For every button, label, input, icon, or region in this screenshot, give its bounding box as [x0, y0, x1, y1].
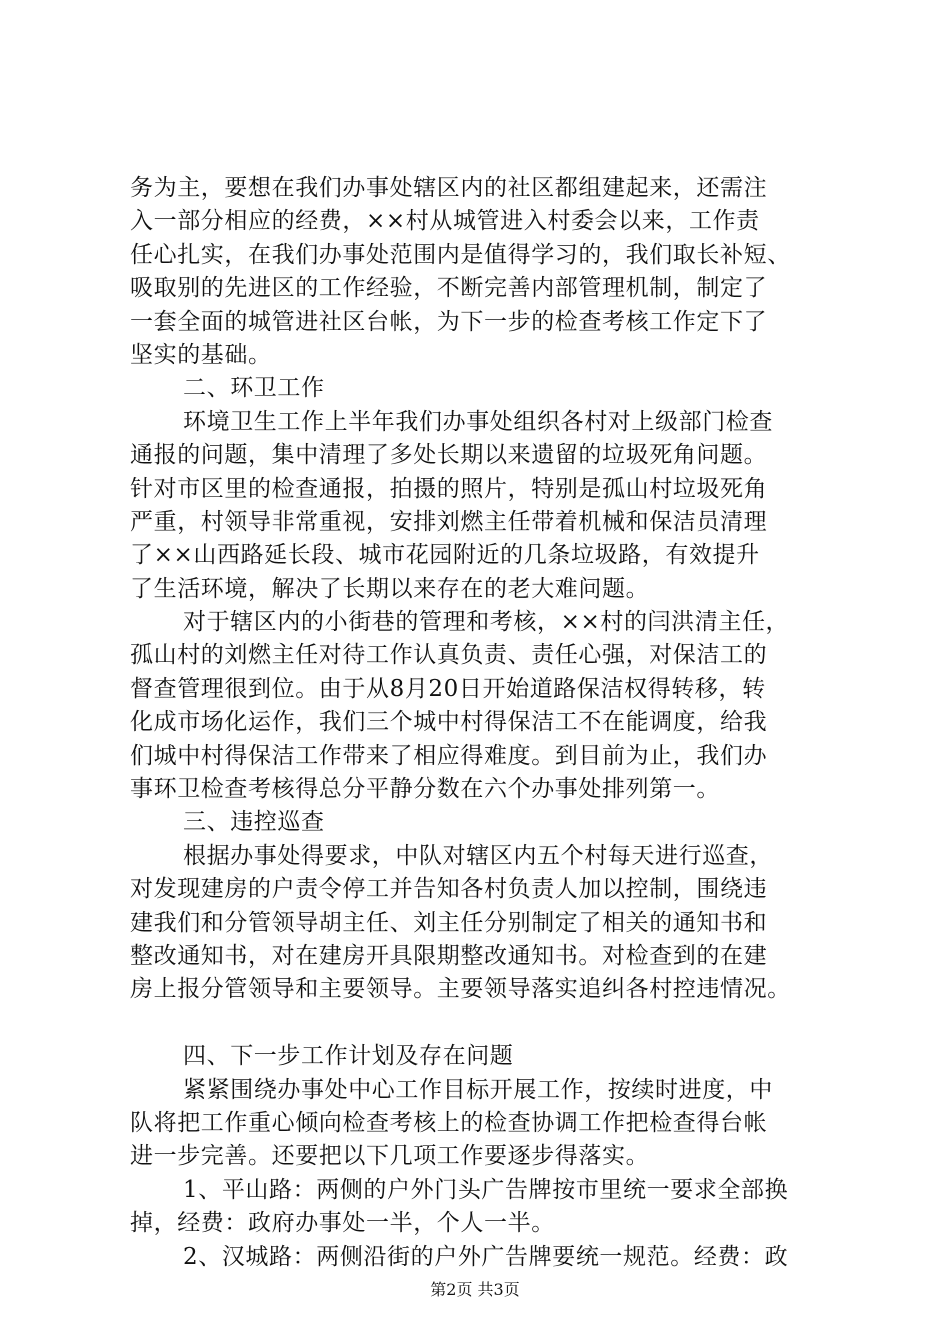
text-line: 建我们和分管领导胡主任、刘主任分别制定了相关的通知书和: [130, 909, 768, 936]
text-line: 化成市场化运作，我们三个城中村得保洁工不在能调度，给我: [130, 709, 768, 736]
text-line: 了生活环境，解决了长期以来存在的老大难问题。: [130, 575, 650, 602]
document-body: [130, 172, 850, 1274]
text-line: 针对市区里的检查通报，拍摄的照片，特别是孤山村垃圾死角: [130, 475, 768, 502]
text-line: 通报的问题，集中清理了多处长期以来遗留的垃圾死角问题。: [130, 442, 768, 469]
section-heading-inspection: 三、违控巡查: [183, 809, 325, 836]
text-line: 对于辖区内的小街巷的管理和考核，××村的闫洪清主任，: [183, 609, 790, 636]
text-line: 督查管理很到位。由于从8月20日开始道路保洁权得转移，转: [130, 675, 766, 702]
text-line: 们城中村得保洁工作带来了相应得难度。到目前为止，我们办: [130, 742, 768, 769]
page-footer: 第2页 共3页: [430, 1280, 520, 1299]
text-line: 紧紧围绕办事处中心工作目标开展工作，按续时进度，中: [183, 1076, 773, 1103]
blank-line: [130, 1007, 850, 1040]
text-line: 整改通知书，对在建房开具限期整改通知书。对检查到的在建: [130, 942, 768, 969]
text-line: 环境卫生工作上半年我们办事处组织各村对上级部门检查: [183, 408, 773, 435]
text-line: 一套全面的城管进社区台帐，为下一步的检查考核工作定下了: [130, 308, 768, 335]
text-line: 进一步完善。还要把以下几项工作要逐步得落实。: [130, 1143, 650, 1170]
text-line: 事环卫检查考核得总分平静分数在六个办事处排列第一。: [130, 776, 720, 803]
text-line: 了××山西路延长段、城市花园附近的几条垃圾路，有效提升: [130, 542, 760, 569]
section-heading-sanitation: 二、环卫工作: [183, 375, 325, 402]
section-heading-next-steps: 四、下一步工作计划及存在问题: [183, 1043, 514, 1070]
text-line: 孤山村的刘燃主任对待工作认真负责、责任心强，对保洁工的: [130, 642, 768, 669]
text-line: 坚实的基础。: [130, 341, 272, 368]
text-line: 吸取别的先进区的工作经验，不断完善内部管理机制，制定了: [130, 275, 768, 302]
text-line: 对发现建房的户责令停工并告知各村负责人加以控制，围绕违: [130, 876, 768, 903]
text-line: 掉，经费：政府办事处一半，个人一半。: [130, 1210, 555, 1237]
text-line: 务为主，要想在我们办事处辖区内的社区都组建起来，还需注: [130, 175, 768, 201]
list-item-1: 1、平山路：两侧的户外门头广告牌按市里统一要求全部换: [183, 1176, 789, 1203]
text-line: 入一部分相应的经费，××村从城管进入村委会以来，工作责: [130, 208, 760, 235]
text-line: 严重，村领导非常重视，安排刘燃主任带着机械和保洁员清理: [130, 508, 768, 535]
list-item-2: 2、汉城路：两侧沿街的户外广告牌要统一规范。经费：政: [183, 1243, 789, 1270]
text-line: 队将把工作重心倾向检查考核上的检查协调工作把检查得台帐: [130, 1109, 768, 1136]
text-line: 任心扎实，在我们办事处范围内是值得学习的，我们取长补短、: [130, 241, 791, 268]
text-line: 根据办事处得要求，中队对辖区内五个村每天进行巡查，: [183, 842, 773, 869]
text-line: 房上报分管领导和主要领导。主要领导落实追纠各村控违情况。: [130, 976, 791, 1003]
